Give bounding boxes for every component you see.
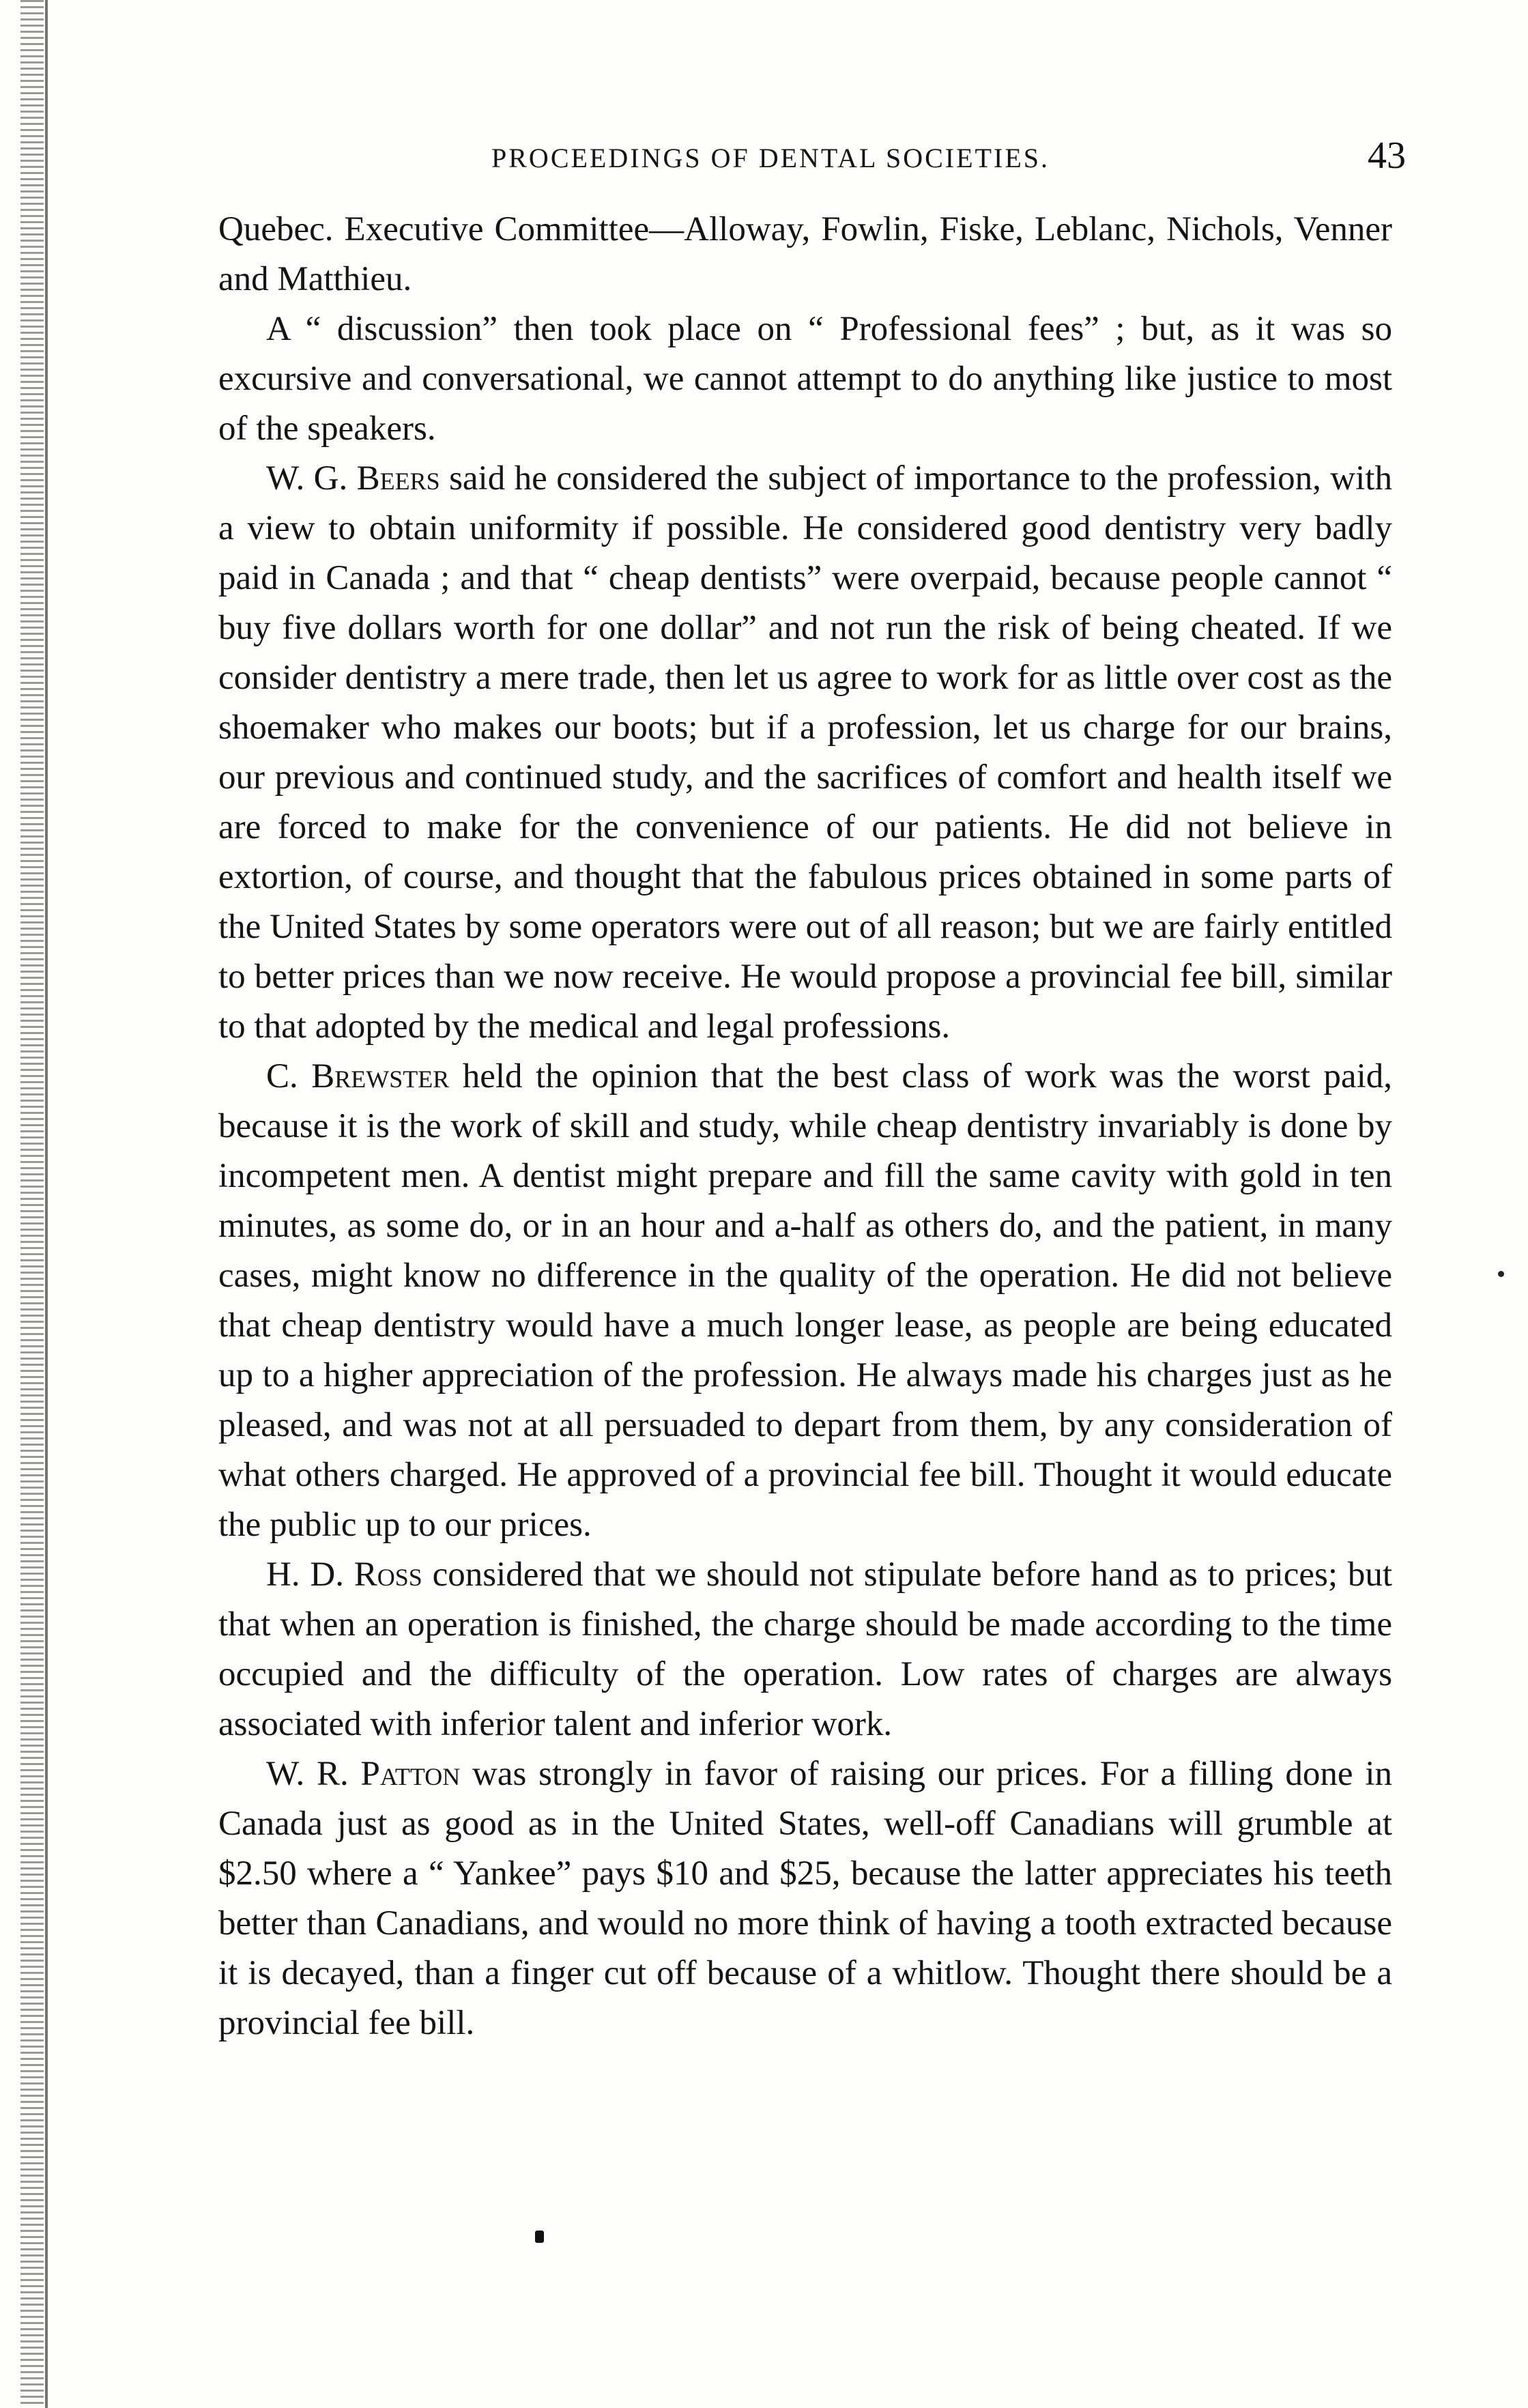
paragraph-discussion <box>218 304 1392 454</box>
page-header <box>205 134 1406 188</box>
speaker-name: W. R. Patton <box>266 1755 461 1793</box>
paragraph-text: was strongly in favor of raising our prices. For a filling done in Canada just as good as in the United States, well-off Canadians will grumble at $2.50 where a “ Yankee” pays $10 and $25, because the latter appreciates his teeth better than Canadians, and would no more think of having a tooth extracted because it is decayed, than a finger cut off because of a whitlow. Thought there should be a provincial fee bill. <box>218 1755 1392 2042</box>
paragraph-text: Quebec. Executive Committee—Alloway, Fowlin, Fiske, Leblanc, Nichols, Venner and Matthieu. <box>218 210 1392 298</box>
speaker-name: W. G. Beers <box>266 459 440 498</box>
paragraph-text: considered that we should not stipulate before hand as to prices; but that when an operation is finished, the charge should be made according to the time occupied and the difficulty of the operation. Low rates of charges are always associated with inferior talent and inferior work. <box>218 1556 1393 1743</box>
speaker-name: C. Brewster <box>266 1057 450 1095</box>
paragraph-text: said he considered the subject of importance to the profession, with a view to obtain uniformity if possible. He considered good dentistry very badly paid in Canada ; and that “ cheap dentists” were overpaid, because people cannot “ buy five dollars worth for one dollar” and not run the risk of being cheated. If we consider dentistry a mere trade, then let us agree to work for as little over cost as the shoemaker who makes our boots; but if a profession, let us charge for our brains, our previous and continued study, and the sacrifices of comfort and health itself we are forced to make for the convenience of our patients. He did not believe in extortion, of course, and thought that the fabulous prices obtained in some parts of the United States by some operators were out of all reason; but we are fairly entitled to better prices than we now receive. He would propose a provincial fee bill, similar to that adopted by the medical and legal professions. <box>218 459 1392 1046</box>
paragraph-ross <box>218 1550 1392 1749</box>
paragraph-brewster <box>218 1052 1392 1550</box>
body-text <box>218 205 1392 2048</box>
page-number: 43 <box>1368 134 1406 177</box>
paragraph-patton <box>218 1749 1392 2048</box>
margin-ink-dot <box>1498 1271 1504 1277</box>
paragraph-executive-committee <box>218 205 1392 304</box>
paragraph-text: held the opinion that the best class of work was the worst paid, because it is the work of skill and study, while cheap dentistry invariably is done by incompetent men. A dentist might prepare and fill the same cavity with gold in ten minutes, as some do, or in an hour and a-half as others do, and the patient, in many cases, might know no difference in the quality of the operation. He did not believe that cheap dentistry would have a much longer lease, as people are being educated up to a higher appreciation of the profession. He always made his charges just as he pleased, and was not at all persuaded to depart from them, by any consideration of what others charged. He approved of a provincial fee bill. Thought it would educate the public up to our prices. <box>218 1057 1392 1544</box>
binding-line <box>45 0 48 2408</box>
running-head: PROCEEDINGS OF DENTAL SOCIETIES. <box>491 143 1050 173</box>
binding-edge <box>20 0 44 2408</box>
paragraph-text: A “ discussion” then took place on “ Professional fees” ; but, as it was so excursive and conversational, we cannot attempt to do anything like justice to most of the speakers. <box>218 310 1392 448</box>
paragraph-beers <box>218 454 1392 1052</box>
ink-dot-mark <box>535 2231 544 2243</box>
speaker-name: H. D. Ross <box>266 1556 422 1594</box>
